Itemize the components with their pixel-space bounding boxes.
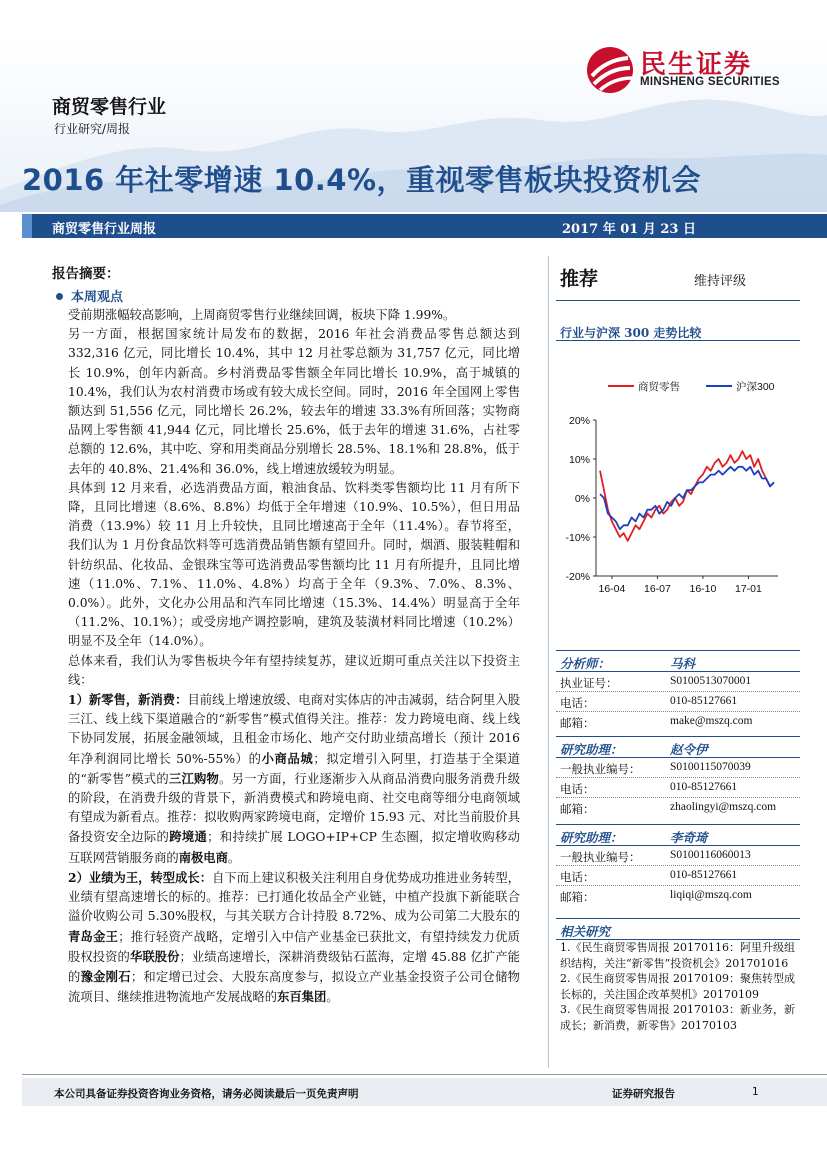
industry-name: 商贸零售行业 [52, 96, 167, 118]
stock-name: 三江购物 [168, 770, 220, 786]
related-heading: 相关研究 [560, 924, 611, 939]
recommendation: 推荐 [560, 268, 599, 290]
analyst-role: 研究助理： [560, 830, 623, 845]
cert-number: S0100116060013 [670, 849, 751, 861]
minsheng-logo-icon [586, 46, 634, 94]
section-heading [52, 286, 123, 305]
section-heading-text: 本周观点 [71, 290, 124, 305]
series-line-1 [600, 467, 774, 529]
series-line-0 [600, 451, 774, 541]
stock-name: 东百集团 [277, 989, 327, 1005]
x-tick-label: 16-07 [643, 583, 671, 595]
brand-name-cn: 民生证券 [640, 50, 753, 80]
related-research-header [556, 918, 800, 940]
trend-chart [556, 370, 806, 602]
y-tick-label: 10% [568, 454, 590, 466]
y-tick-label: -10% [565, 532, 590, 544]
paragraph: 另一方面，根据国家统计局发布的数据，2016 年社会消费品零售总额达到 332,316 亿元，同比增长 10.4%，其中 12 月社零总额为 31,757 亿元，同比增长 10.9%，创年内新高。乡村消费品零售额全年同比增长 10.9%，高于城镇的 10.4%，我们认为农村消费市场或有较大成长空间。同时，2016 年全国网上零售额达到 51,556 亿元，同比增长 26.2%，较去年的增速 33.3%有所回落；实物商品网上零售额 41,944 亿元，同比增长 25.6%，低于去年的增速 31.6%，占社零总额的 12.6%，其中吃、穿和用类商品分别增长 28.5%、18.1%和 28.8%，低于去年的 40.8%、21.4%和 36.0%，线上增速放缓较为明显。 [68, 327, 520, 476]
assistant-header [556, 824, 800, 846]
email-link[interactable]: make@mszq.com [670, 715, 753, 727]
brand-name-en: MINSHENG SECURITIES [640, 76, 780, 88]
related-item[interactable]: 1.《民生商贸零售周报 20170116：阿里升级组织结构，关注“新零售”投资机会》201701016 [560, 941, 795, 970]
rating: 维持评级 [694, 274, 747, 289]
theme-label: 1）新零售，新消费： [68, 692, 188, 708]
paragraph: 受前期涨幅较高影响，上周商贸零售行业继续回调，板块下降 1.99%。 [68, 308, 456, 322]
phone: 010-85127661 [670, 781, 738, 793]
report-series-label: 商贸零售行业周报 [52, 222, 157, 237]
stock-name: 青岛金王 [68, 928, 119, 944]
phone: 010-85127661 [670, 695, 738, 707]
theme-label: 2）业绩为王，转型成长： [68, 869, 213, 885]
email-link[interactable]: zhaolingyi@mszq.com [670, 801, 777, 813]
analyst-info: 一般执业编号： S0100115070039 电话： 010-85127661 邮箱： zhaolingyi@mszq.com [556, 758, 800, 818]
stock-name: 跨境通 [169, 829, 208, 845]
analyst-name: 马科 [670, 656, 696, 671]
x-tick-label: 16-10 [689, 583, 717, 595]
legend-label: 商贸零售 [638, 381, 680, 393]
paragraph: 总体来看，我们认为零售板块今年有望持续复苏，建议近期可重点关注以下投资主线： [68, 653, 520, 687]
related-item[interactable]: 2.《民生商贸零售周报 20170109：聚焦转型成长标的，关注国企改革契机》20170109 [560, 972, 795, 1001]
email-link[interactable]: liqiqi@mszq.com [670, 889, 752, 901]
related-research-list [560, 940, 800, 1034]
x-tick-label: 16-04 [598, 583, 626, 595]
footer-disclaimer: 本公司具备证券投资咨询业务资格，请务必阅读最后一页免责声明 [54, 1088, 359, 1100]
y-tick-label: 0% [574, 493, 590, 505]
stock-name: 小商品城 [261, 750, 314, 766]
page-number: 1 [752, 1086, 759, 1098]
stock-name: 南极电商 [178, 849, 228, 865]
bullet-dot-icon [56, 293, 63, 300]
analyst-name: 李奇琦 [670, 830, 708, 845]
chart-heading: 行业与沪深 300 走势比较 [560, 326, 702, 340]
y-tick-label: 20% [568, 415, 590, 427]
divider [556, 300, 800, 301]
abstract-body [68, 306, 520, 1007]
report-type: 行业研究/周报 [54, 122, 131, 136]
y-tick-label: -20% [565, 571, 590, 583]
column-divider [548, 256, 549, 1068]
phone: 010-85127661 [670, 869, 738, 881]
analyst-header [556, 650, 800, 672]
abstract-heading: 报告摘要： [52, 266, 120, 282]
divider [556, 340, 800, 341]
report-title: 2016 年社零增速 10.4%，重视零售板块投资机会 [22, 163, 702, 197]
related-item[interactable]: 3.《民生商贸零售周报 20170103：新业务，新成长；新消费，新零售》20170103 [560, 1003, 795, 1032]
stock-name: 华联股份 [129, 948, 180, 964]
analyst-info: 执业证号： S0100513070001 电话： 010-85127661 邮箱： make@mszq.com [556, 672, 800, 732]
analyst-role: 分析师： [560, 656, 611, 671]
analyst-role: 研究助理： [560, 742, 623, 757]
cert-number: S0100513070001 [670, 675, 752, 687]
paragraph: 具体到 12 月来看，必选消费品方面，粮油食品、饮料类零售额均比 11 月有所下降，且同比增速（8.6%、8.8%）均低于全年增速（10.9%、10.5%），但日用品消费（13.9%）较 11 月上升较快，且同比增速高于全年（11.4%）。春节将至，我们认为 1 月份食品饮料等可选消费品销售额有望回升。同时，烟酒、服装鞋帽和针纺织品、化妆品、金银珠宝等可选消费品零售额均比 11 月有所提升，且同比增速（11.0%、7.1%、11.0%、4.8%）均高于全年（9.3%、7.0%、8.3%、0.0%）。此外，文化办公用品和汽车同比增速（15.3%、14.4%）明显高于全年（11.2%、10.1%）；或受房地产调控影响，建筑及装潢材料同比增速（10.2%）明显不及全年（14.0%）。 [68, 480, 520, 649]
header-bar-accent [22, 214, 32, 238]
assistant-header [556, 736, 800, 758]
analyst-name: 赵令伊 [670, 742, 708, 757]
stock-name: 豫金刚石 [80, 968, 131, 984]
analyst-info: 一般执业编号： S0100116060013 电话： 010-85127661 邮箱： liqiqi@mszq.com [556, 846, 800, 906]
report-date: 2017 年 01 月 23 日 [562, 222, 696, 237]
x-tick-label: 17-01 [734, 583, 762, 595]
legend-label: 沪深300 [736, 381, 775, 393]
cert-number: S0100115070039 [670, 761, 751, 773]
footer-divider [22, 1074, 827, 1075]
footer-label: 证券研究报告 [612, 1088, 675, 1100]
paragraph: 2）业绩为王，转型成长：自下而上建议积极关注利用自身优势成功推进业务转型，业绩有望高速增长的标的。推荐：已打通化妆品全产业链，中植产投旗下新能联合溢价收购公司 5.30%股权，与其关联方合计持股 8.72%、成为公司第二大股东的青岛金王；推行轻资产战略，定增引入中信产业基金已获批文，有望持续发力优质股权投资的华联股份；业绩高速增长，深耕消费级钻石蓝海，定增 45.88 亿扩产能的豫金刚石；和定增已过会、大股东高度参与，拟设立产业基金投资子公司仓储物流项目、继续推进物流地产发展战略的东百集团。 [68, 869, 520, 1005]
paragraph: 1）新零售，新消费：目前线上增速放缓、电商对实体店的冲击减弱，结合阿里入股三江、线上线下渠道融合的“新零售”模式值得关注。推荐：发力跨境电商、线上线下协同发展，拓展金融领域，且租金市场化、地产交付助业绩高增长（预计 2016 年净利润同比增长 50%-55%）的小商品城；拟定增引入阿里，打造基于全渠道的“新零售”模式的三江购物。另一方面，行业逐渐步入从商品消费向服务消费升级的阶段，在消费升级的背景下，新消费模式和跨境电商、社交电商等细分电商领域有望成为新看点。推荐：拟收购两家跨境电商，定增价 15.93 元、对比当前股价具备投资安全边际的跨境通；和持续扩展 LOGO+IP+CP 生态圈，拟定增收购移动互联网营销服务商的南极电商。 [68, 692, 520, 865]
